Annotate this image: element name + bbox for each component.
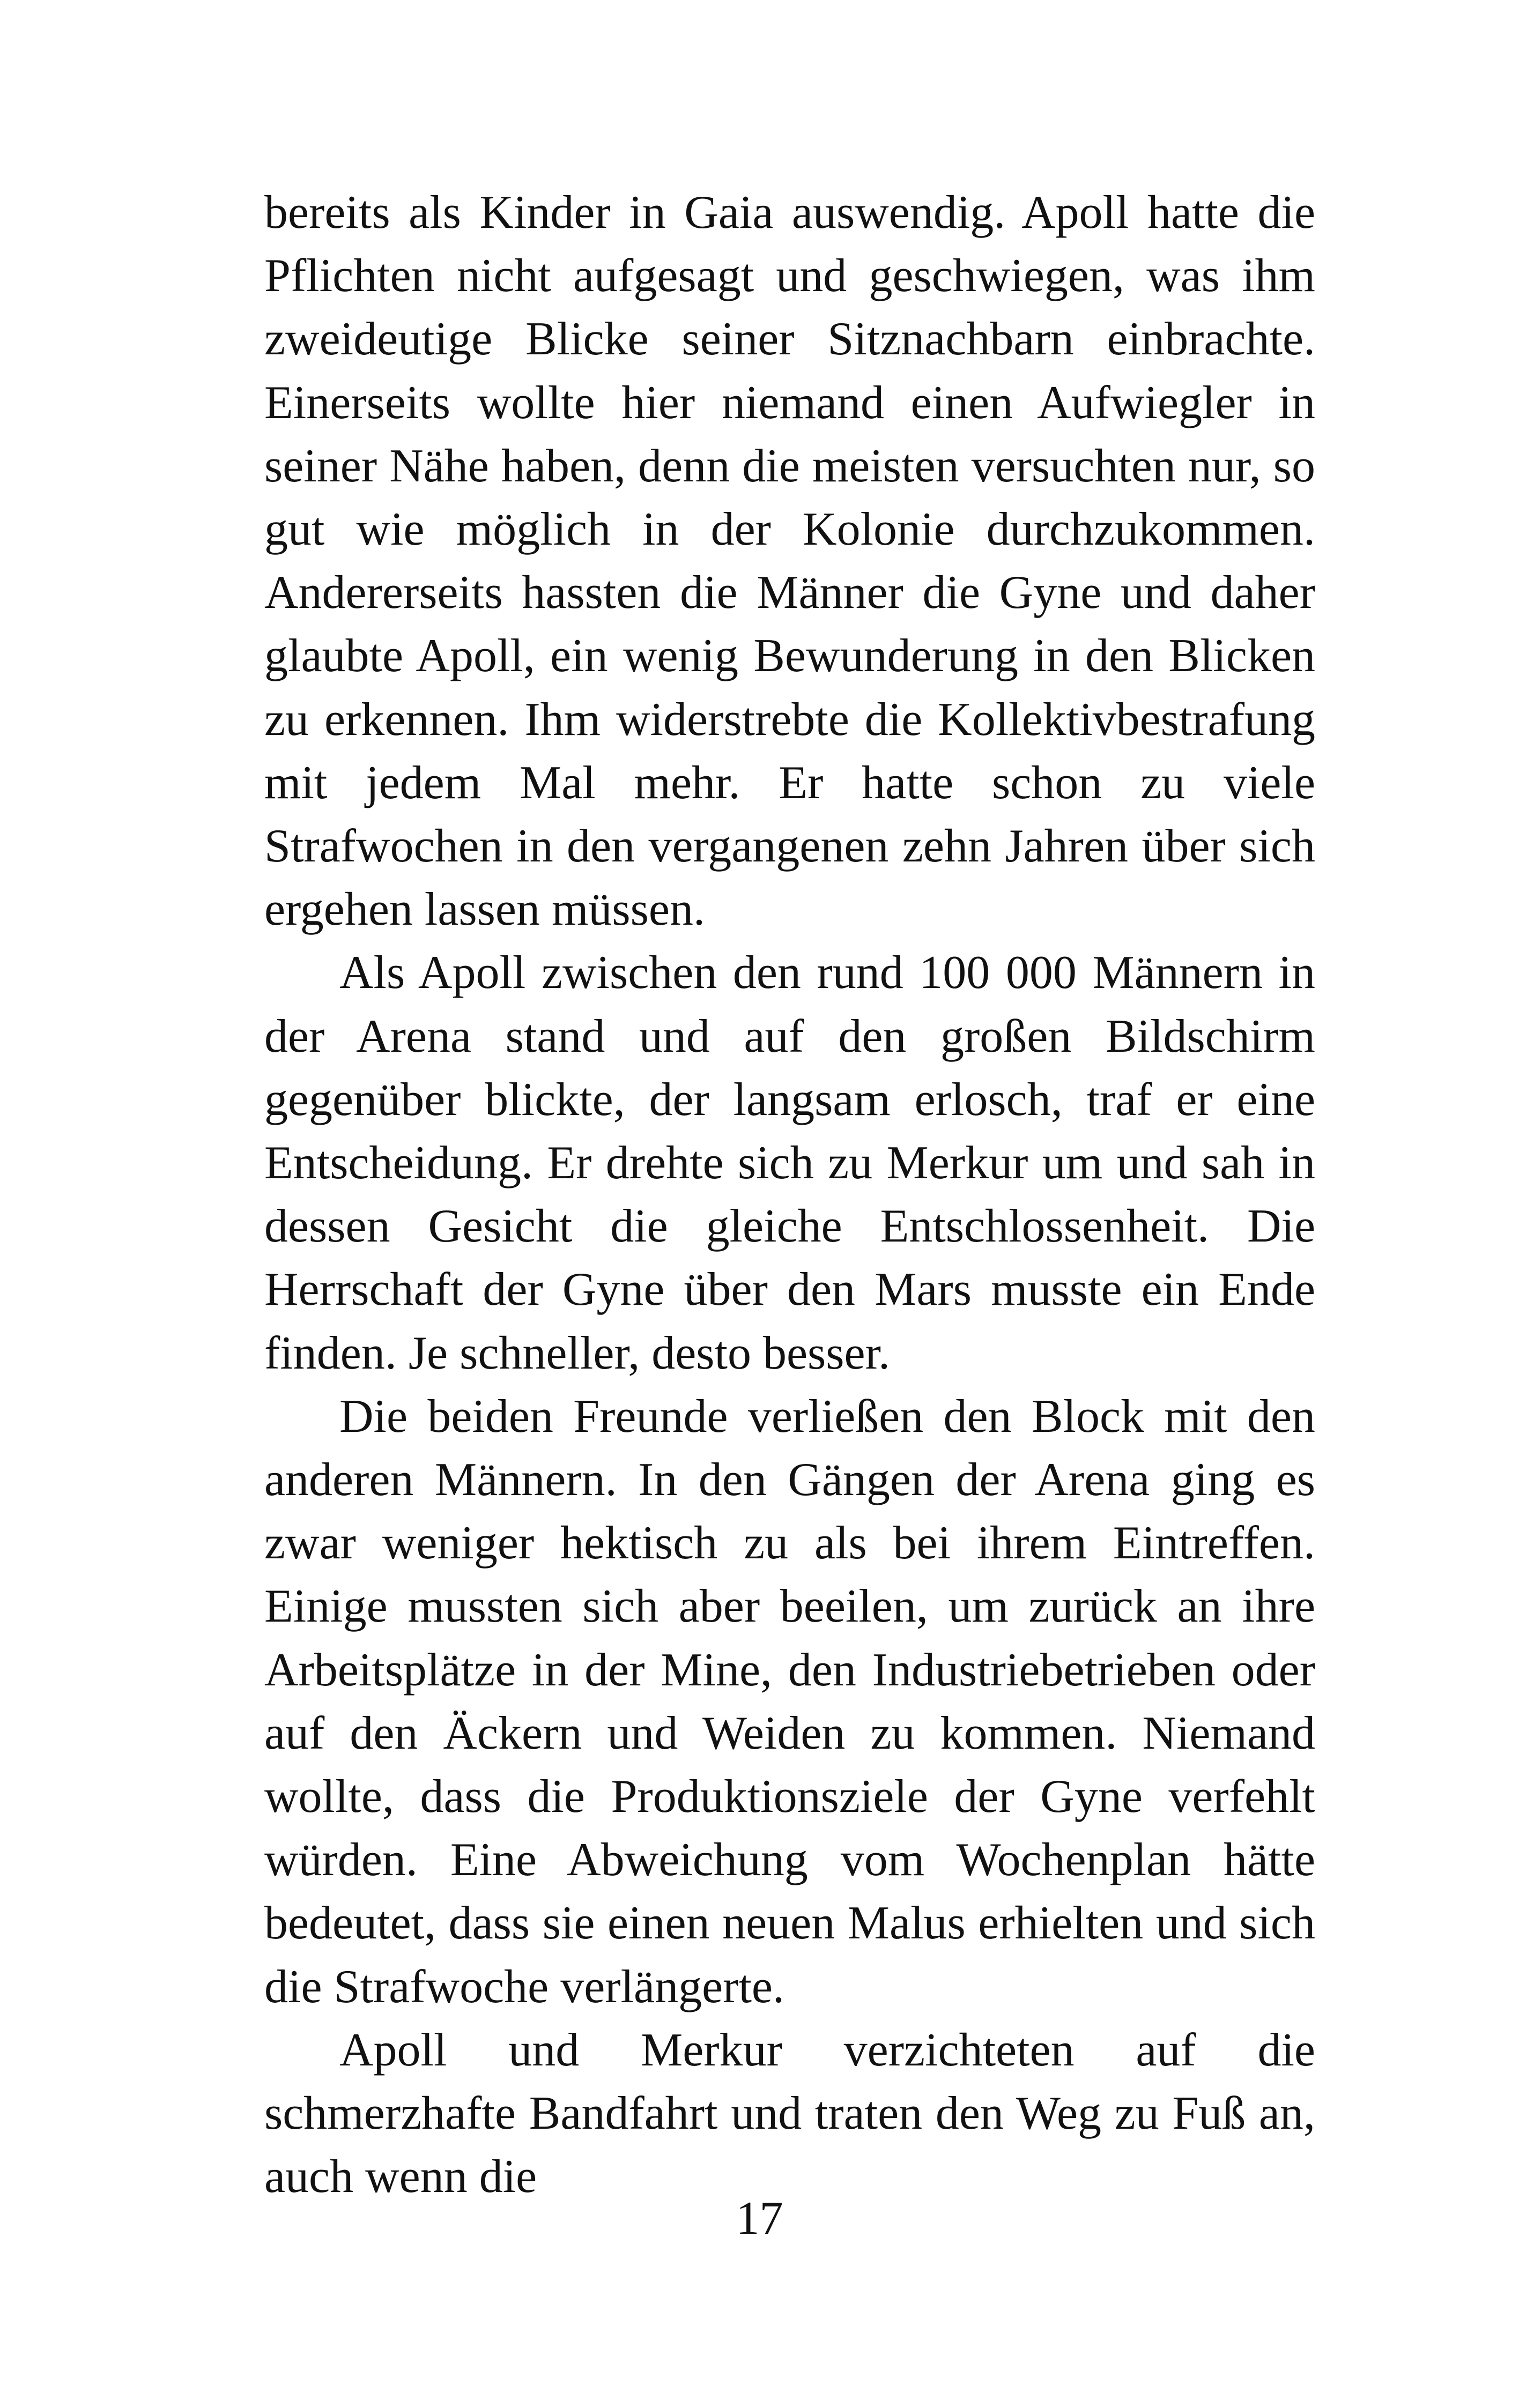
paragraph: Die beiden Freunde verließen den Block mit den anderen Männern. In den Gängen der Arena ging es zwar weniger hektisch zu als bei ihrem Eintreffen. Einige mussten sich aber beeilen, um zurück an ihre Arbeitsplätze in der Mine, den Industriebetrieben oder auf den Äckern und Weiden zu kommen. Niemand wollte, dass die Produktionsziele der Gyne verfehlt würden. Eine Abweichung vom Wochenplan hätte bedeutet, dass sie einen neuen Malus erhielten und sich die Strafwoche verlängerte. [264, 1390, 1315, 2013]
page-number: 17 [736, 2193, 783, 2245]
body-text [264, 181, 1315, 2209]
paragraph-continued: bereits als Kinder in Gaia auswendig. Apoll hatte die Pflichten nicht aufgesagt und geschwiegen, was ihm zweideutige Blicke seiner Sitznachbarn einbrachte. Einerseits wollte hier niemand einen Aufwiegler in seiner Nähe haben, denn die meisten versuchten nur, so gut wie möglich in der Kolonie durchzukommen. Andererseits hassten die Männer die Gyne und daher glaubte Apoll, ein wenig Bewunderung in den Blicken zu erkennen. Ihm widerstrebte die Kollektivbestrafung mit jedem Mal mehr. Er hatte schon zu viele Strafwochen in den vergangenen zehn Jahren über sich ergehen lassen müssen. [264, 187, 1315, 936]
paragraph: Apoll und Merkur verzichteten auf die schmerzhafte Bandfahrt und traten den Weg zu Fuß an, auch wenn die [264, 2024, 1315, 2203]
paragraph: Als Apoll zwischen den rund 100 000 Männern in der Arena stand und auf den großen Bildschirm gegenüber blickte, der langsam erlosch, traf er eine Entscheidung. Er drehte sich zu Merkur um und sah in dessen Gesicht die gleiche Entschlossenheit. Die Herrschaft der Gyne über den Mars musste ein Ende finden. Je schneller, desto besser. [264, 947, 1315, 1379]
